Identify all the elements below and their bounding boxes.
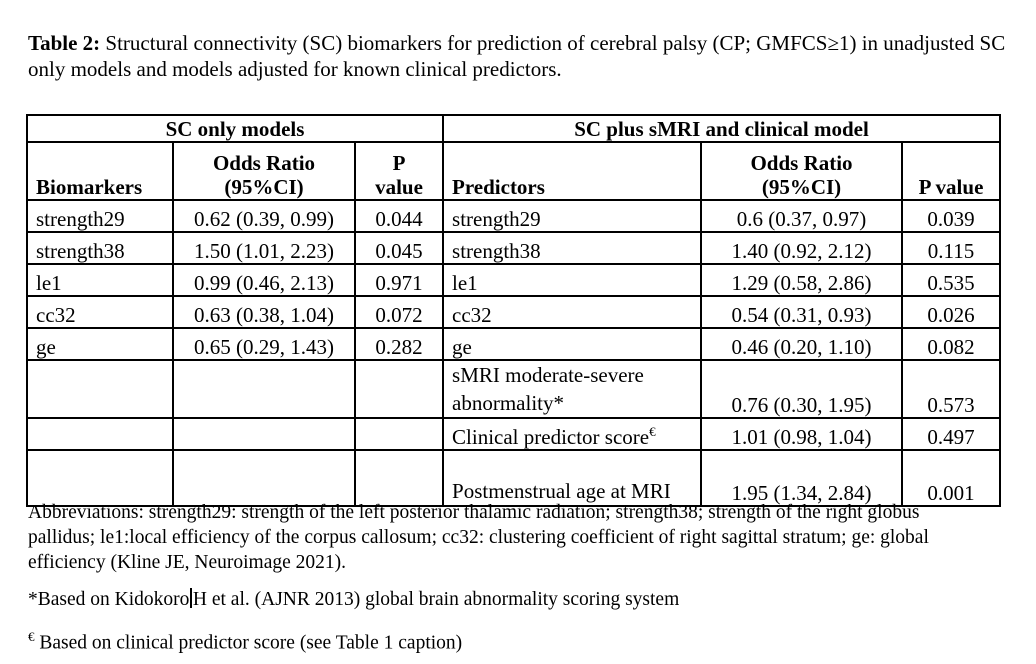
group-header-sc-plus: SC plus sMRI and clinical model: [443, 115, 1000, 142]
cell-biomarker: le1: [27, 264, 173, 296]
cell-biomarker: cc32: [27, 296, 173, 328]
cell-predictor: cc32: [443, 296, 701, 328]
cell-biomarker: strength38: [27, 232, 173, 264]
header-p-left-line1: P: [392, 151, 406, 175]
cell-biomarker: strength29: [27, 200, 173, 232]
header-odds-ratio-right-line1: Odds Ratio: [750, 151, 853, 175]
cell-p-value-adjusted: 0.497: [902, 418, 1000, 450]
table-row: [27, 328, 1000, 360]
cell-odds-ratio: 1.50 (1.01, 2.23): [173, 232, 355, 264]
cell-odds-ratio: 0.62 (0.39, 0.99): [173, 200, 355, 232]
cell-odds-ratio-adjusted: 1.95 (1.34, 2.84): [701, 450, 902, 506]
cell-odds-ratio: [173, 450, 355, 506]
group-header-row: [27, 115, 1000, 142]
cell-p-value: 0.045: [355, 232, 443, 264]
cell-odds-ratio: 0.65 (0.29, 1.43): [173, 328, 355, 360]
cell-predictor: le1: [443, 264, 701, 296]
cell-odds-ratio: 0.99 (0.46, 2.13): [173, 264, 355, 296]
cell-predictor: [443, 418, 701, 450]
cell-p-value: [355, 360, 443, 418]
caption-text: Structural connectivity (SC) biomarkers for prediction of cerebral palsy (CP; GMFCS≥1) in unadjusted SC only models and models adjusted for known clinical predictors.: [28, 31, 1006, 81]
header-odds-ratio-left: [173, 142, 355, 200]
cell-predictor: sMRI moderate-severe abnormality*: [443, 360, 701, 418]
table-row: [27, 360, 1000, 418]
cell-p-value-adjusted: 0.026: [902, 296, 1000, 328]
cell-p-value-adjusted: 0.115: [902, 232, 1000, 264]
cell-odds-ratio-adjusted: 0.54 (0.31, 0.93): [701, 296, 902, 328]
abbreviations-note: Abbreviations: strength29: strength of the left posterior thalamic radiation; strength38; strength of the right globus pallidus; le1:local efficiency of the corpus callosum; cc32: clustering coefficient of right sagittal stratum; ge: global efficiency (Kline JE, Neuroimage 2021).: [28, 502, 929, 573]
cell-p-value: 0.044: [355, 200, 443, 232]
cell-p-value-adjusted: 0.082: [902, 328, 1000, 360]
header-odds-ratio-right: [701, 142, 902, 200]
cell-odds-ratio: [173, 360, 355, 418]
euro-footnote-marker: €: [649, 424, 656, 439]
table-row: [27, 232, 1000, 264]
cell-p-value: 0.971: [355, 264, 443, 296]
cell-p-value: [355, 418, 443, 450]
header-odds-ratio-left-line2: (95%CI): [224, 175, 304, 199]
cell-p-value-adjusted: 0.535: [902, 264, 1000, 296]
table-row: [27, 296, 1000, 328]
table-row: [27, 418, 1000, 450]
cell-odds-ratio-adjusted: 1.29 (0.58, 2.86): [701, 264, 902, 296]
footnote-asterisk-part1: *Based on Kidokoro: [28, 589, 190, 610]
header-p-right: P value: [902, 142, 1000, 200]
cell-predictor: Postmenstrual age at MRI: [443, 450, 701, 506]
table-caption: [28, 30, 1018, 82]
cell-p-value: 0.072: [355, 296, 443, 328]
caption-label: Table 2:: [28, 31, 101, 55]
euro-symbol: €: [28, 629, 35, 644]
header-odds-ratio-right-line2: (95%CI): [761, 175, 842, 199]
header-p-left: [355, 142, 443, 200]
cell-p-value: [355, 450, 443, 506]
cell-predictor: strength38: [443, 232, 701, 264]
predictor-label: Clinical predictor score: [452, 425, 650, 449]
cell-p-value-adjusted: 0.039: [902, 200, 1000, 232]
cell-odds-ratio-adjusted: 0.46 (0.20, 1.10): [701, 328, 902, 360]
header-p-left-line2: value: [375, 175, 423, 199]
text-cursor: [190, 588, 192, 608]
cell-biomarker: ge: [27, 328, 173, 360]
cell-predictor: ge: [443, 328, 701, 360]
header-biomarkers: Biomarkers: [27, 142, 173, 200]
header-odds-ratio-left-line1: Odds Ratio: [212, 151, 316, 175]
cell-biomarker: [27, 418, 173, 450]
table-row: [27, 264, 1000, 296]
table-footnotes: [28, 500, 988, 656]
table-row: [27, 450, 1000, 506]
cell-odds-ratio: 0.63 (0.38, 1.04): [173, 296, 355, 328]
footnote-euro: [28, 624, 988, 656]
cell-odds-ratio-adjusted: 1.01 (0.98, 1.04): [701, 418, 902, 450]
footnote-asterisk: [28, 587, 988, 612]
cell-p-value-adjusted: 0.001: [902, 450, 1000, 506]
cell-p-value: 0.282: [355, 328, 443, 360]
table-row: [27, 200, 1000, 232]
cell-odds-ratio-adjusted: 0.6 (0.37, 0.97): [701, 200, 902, 232]
cell-biomarker: [27, 360, 173, 418]
results-table: [26, 114, 1001, 507]
cell-odds-ratio-adjusted: 1.40 (0.92, 2.12): [701, 232, 902, 264]
cell-p-value-adjusted: 0.573: [902, 360, 1000, 418]
cell-odds-ratio-adjusted: 0.76 (0.30, 1.95): [701, 360, 902, 418]
header-predictors: Predictors: [443, 142, 701, 200]
cell-biomarker: [27, 450, 173, 506]
cell-odds-ratio: [173, 418, 355, 450]
footnote-asterisk-part2: H et al. (AJNR 2013) global brain abnormality scoring system: [192, 589, 680, 610]
group-header-sc-only: SC only models: [27, 115, 443, 142]
footnote-euro-text: Based on clinical predictor score (see Table 1 caption): [34, 632, 463, 654]
column-header-row: [27, 142, 1000, 200]
cell-predictor: strength29: [443, 200, 701, 232]
